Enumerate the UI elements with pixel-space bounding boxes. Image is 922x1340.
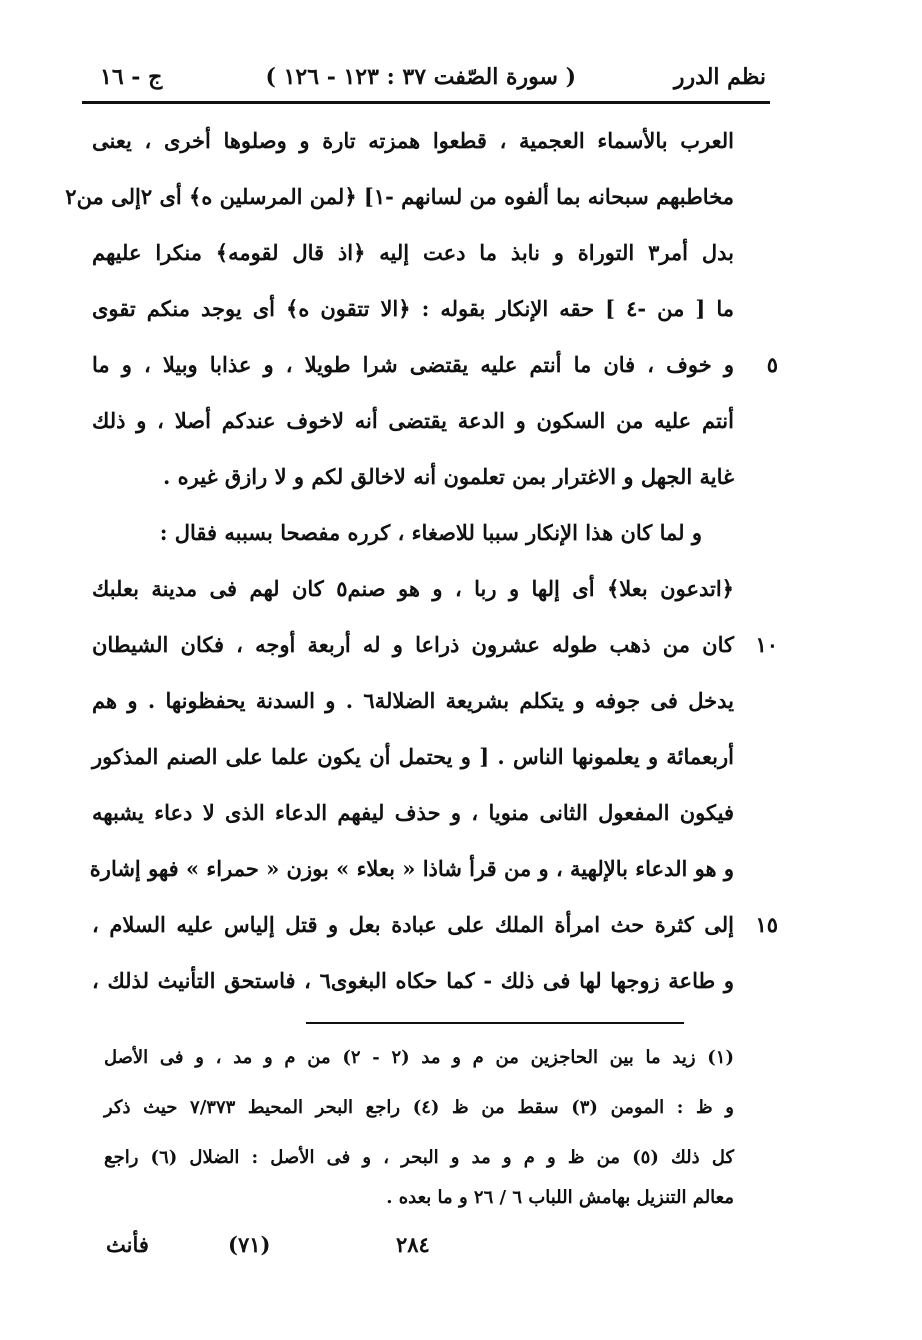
book-title: نظم الدرر [673, 64, 766, 90]
text-line: العرب بالأسماء العجمية ، قطعوا همزته تارة و وصلوها أخرى ، يعنى [92, 128, 734, 153]
footnote-line: و ظ : المومن (٣) سقط من ظ (٤) راجع البحر المحيط ٧/٣٧٣ حيث ذكر [104, 1097, 734, 1118]
text-line: و طاعة زوجها لها فى ذلك - كما حكاه البغوى٦ ، فاستحق التأنيث لذلك ، [92, 968, 734, 993]
text-line: أربعمائة و يعلمونها الناس . [ و يحتمل أن يكون علما على الصنم المذكور [92, 744, 734, 769]
footnote-line: كل ذلك (٥) من ظ و م و مد و البحر ، و فى الأصل : الضلال (٦) راجع [104, 1147, 735, 1168]
text-line: أنتم عليه من السكون و الدعة يقتضى أنه لاخوف عندكم أصلا ، و ذلك [92, 408, 734, 433]
catchword: فأنث [106, 1232, 149, 1257]
text-line: كان من ذهب طوله عشرون ذراعا و له أربعة أوجه ، فكان الشيطان [92, 632, 734, 657]
text-line: غاية الجهل و الاغترار بمن تعلمون أنه لاخالق لكم و لا رازق غيره . [163, 464, 734, 489]
footnote-line: معالم التنزيل بهامش اللباب ٦ / ٢٦ و ما بعده . [386, 1187, 734, 1208]
text-line: يدخل فى جوفه و يتكلم بشريعة الضلالة٦ . و السدنة يحفظونها . و هم [92, 688, 735, 713]
footnote-line: (١) زيد ما بين الحاجزين من م و مد (٢ - ٢) من م و مد ، و فى الأصل [104, 1047, 734, 1068]
text-line: و لما كان هذا الإنكار سببا للاصغاء ، كرره مفصحا بسببه فقال : [159, 520, 702, 545]
text-line: و هو الدعاء بالإلهية ، و من قرأ شاذا « بعلاء » بوزن « حمراء » فهو إشارة [89, 856, 734, 881]
volume-number: ج - ١٦ [100, 64, 163, 90]
text-line: و خوف ، فان ما أنتم عليه يقتضى شرا طويلا ، و عذابا وبيلا ، و ما [92, 352, 734, 377]
text-line: مخاطبهم سبحانه بما ألفوه من لسانهم -١] ﴿لمن المرسلين ه﴾ أى ٢إلى من٢ [65, 184, 734, 209]
text-line: فيكون المفعول الثانى منويا ، و حذف ليفهم الدعاء الذى لا دعاء يشبهه [92, 800, 734, 825]
signature-mark: (٧١) [228, 1232, 271, 1257]
text-line: إلى كثرة حث امرأة الملك على عبادة بعل و قتل إلياس عليه السلام ، [92, 912, 734, 937]
line-number: ١٥ [755, 912, 778, 937]
text-line: ﴿اتدعون بعلا﴾ أى إلها و ربا ، و هو صنم٥ كان لهم فى مدينة بعلبك [92, 576, 734, 601]
header-rule [82, 101, 770, 104]
footnote-rule [306, 1022, 684, 1024]
page-number: ٢٨٤ [396, 1232, 430, 1257]
running-header [86, 62, 766, 98]
line-number: ٥ [766, 352, 778, 377]
text-line: بدل أمر٣ التوراة و نابذ ما دعت إليه ﴿اذ قال لقومه﴾ منكرا عليهم [92, 240, 735, 265]
text-line: ما [ من -٤ ] حقه الإنكار بقوله : ﴿الا تتقون ه﴾ أى يوجد منكم تقوى [92, 296, 735, 321]
line-number: ١٠ [755, 632, 778, 657]
surah-reference: ( سورة الصّفت ٣٧ : ١٢٣ - ١٢٦ ) [265, 64, 576, 90]
